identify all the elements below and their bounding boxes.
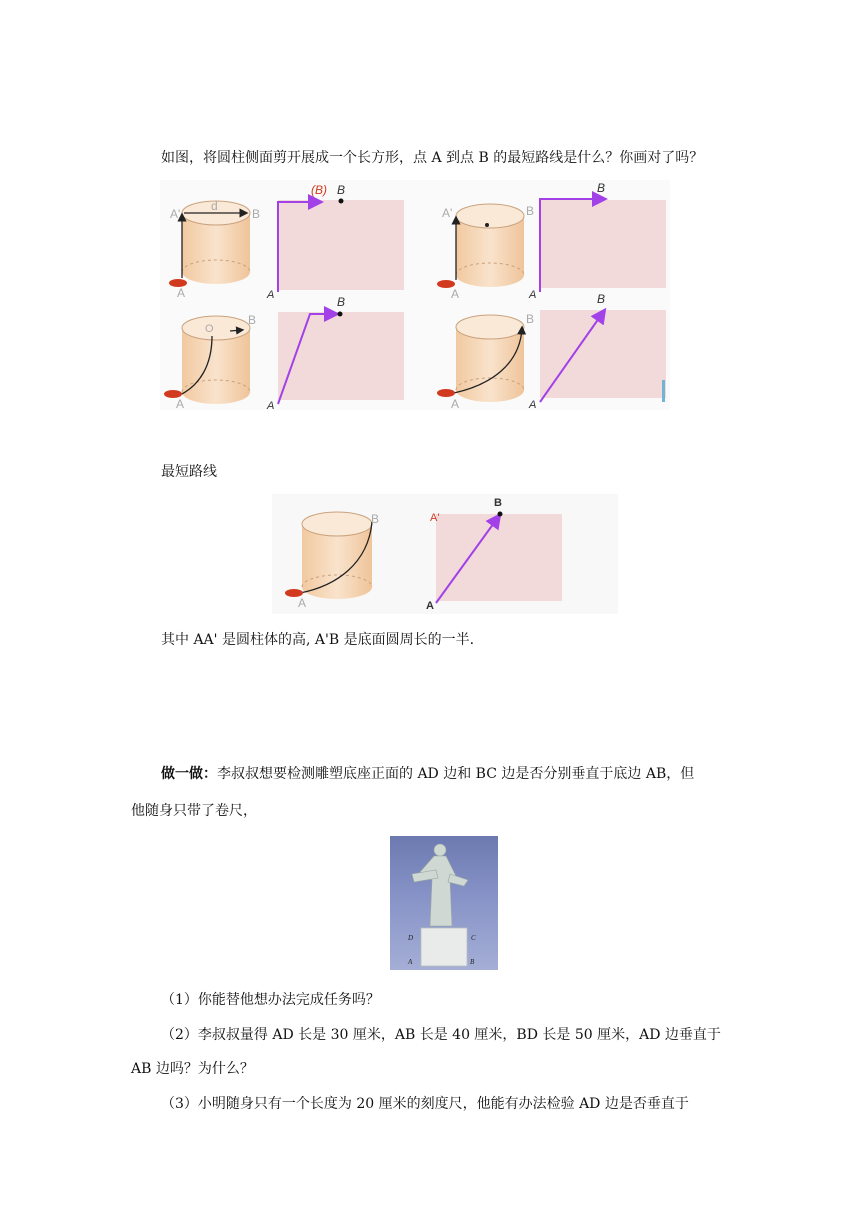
cylinder-top <box>456 204 524 228</box>
label-a: A <box>176 397 185 410</box>
label-o: O <box>205 323 214 335</box>
label-b-italic: B <box>597 181 606 195</box>
point-mark <box>485 223 489 227</box>
panel-3 <box>164 295 404 410</box>
label-b-italic: B <box>337 295 346 309</box>
point-b <box>338 312 343 317</box>
statue-svg <box>390 836 498 970</box>
shortest-route-figure <box>272 494 618 614</box>
label-a-italic: A <box>529 289 537 301</box>
panel-2 <box>437 181 666 301</box>
cylinder-top <box>456 315 524 339</box>
unrolled-rect <box>436 514 562 601</box>
label-b-italic: B <box>337 183 346 197</box>
question-3: （3）小明随身只有一个长度为 20 厘米的刻度尺，他能有办法检验 AD 边是否垂直于 <box>161 1096 689 1112</box>
statue-label-d: D <box>408 934 414 942</box>
panel-1 <box>169 183 404 301</box>
shortest-route-label: 最短路线 <box>161 464 217 480</box>
label-a-italic: A <box>267 289 275 301</box>
unrolled-rect <box>540 310 666 398</box>
label-a-prime: A' <box>430 512 440 524</box>
label-a: A <box>426 600 434 612</box>
statue-figure <box>412 844 468 926</box>
statue-label-a: A <box>408 958 413 966</box>
label-a-italic: A <box>529 399 537 410</box>
label-b-paren: (B) <box>311 183 327 197</box>
label-a-prime: A' <box>170 207 181 221</box>
label-d: d <box>211 199 218 213</box>
cylinder-unfold-svg <box>160 180 670 410</box>
explanation-paragraph: 其中 AA' 是圆柱体的高, A'B 是底面圆周长的一半. <box>161 632 475 648</box>
cyl-label-b: B <box>371 512 380 526</box>
activity-text-1: 李叔叔想要检测雕塑底座正面的 AD 边和 BC 边是否分别垂直于底边 AB，但 <box>217 766 695 782</box>
label-b: B <box>526 204 535 218</box>
cylinder-top <box>182 316 250 340</box>
label-a-italic: A <box>267 400 275 410</box>
statue-image <box>390 836 498 970</box>
cyl-label-a: A <box>298 596 307 610</box>
activity-title: 做一做： <box>161 766 217 782</box>
intro-paragraph: 如图，将圆柱侧面剪开展成一个长方形，点 A 到点 B 的最短路线是什么？你画对了吗？ <box>161 150 704 166</box>
statue-base <box>421 928 467 966</box>
cylinder-unfold-figure <box>160 180 670 410</box>
statue-label-b: B <box>470 958 475 966</box>
label-a: A <box>451 287 460 301</box>
label-b: B <box>248 313 257 327</box>
label-b: B <box>526 312 535 326</box>
question-2-line-1: （2）李叔叔量得 AD 长是 30 厘米，AB 长是 40 厘米，BD 长是 50 厘米，AD 边垂直于 <box>161 1027 721 1043</box>
label-b: B <box>252 207 261 221</box>
question-1: （1）你能替他想办法完成任务吗？ <box>161 992 380 1008</box>
statue-label-c: C <box>471 934 476 942</box>
activity-line-2: 他随身只带了卷尺， <box>131 803 257 819</box>
edge-mark <box>662 380 665 402</box>
label-a: A <box>451 397 460 410</box>
label-a-prime: A' <box>442 206 453 220</box>
label-a: A <box>177 286 186 300</box>
panel-4 <box>437 292 666 410</box>
unrolled-rect <box>278 312 404 400</box>
cylinder-top <box>302 512 372 536</box>
unrolled-rect <box>278 200 404 290</box>
activity-line-1 <box>161 764 694 784</box>
point-b <box>498 512 503 517</box>
point-b <box>339 199 344 204</box>
label-b-italic: B <box>597 292 606 306</box>
shortest-route-svg <box>272 494 618 614</box>
question-2-line-2: AB 边吗？为什么？ <box>131 1061 254 1077</box>
label-b: B <box>494 497 502 509</box>
unrolled-rect <box>540 200 666 288</box>
ant-icon <box>437 389 455 397</box>
